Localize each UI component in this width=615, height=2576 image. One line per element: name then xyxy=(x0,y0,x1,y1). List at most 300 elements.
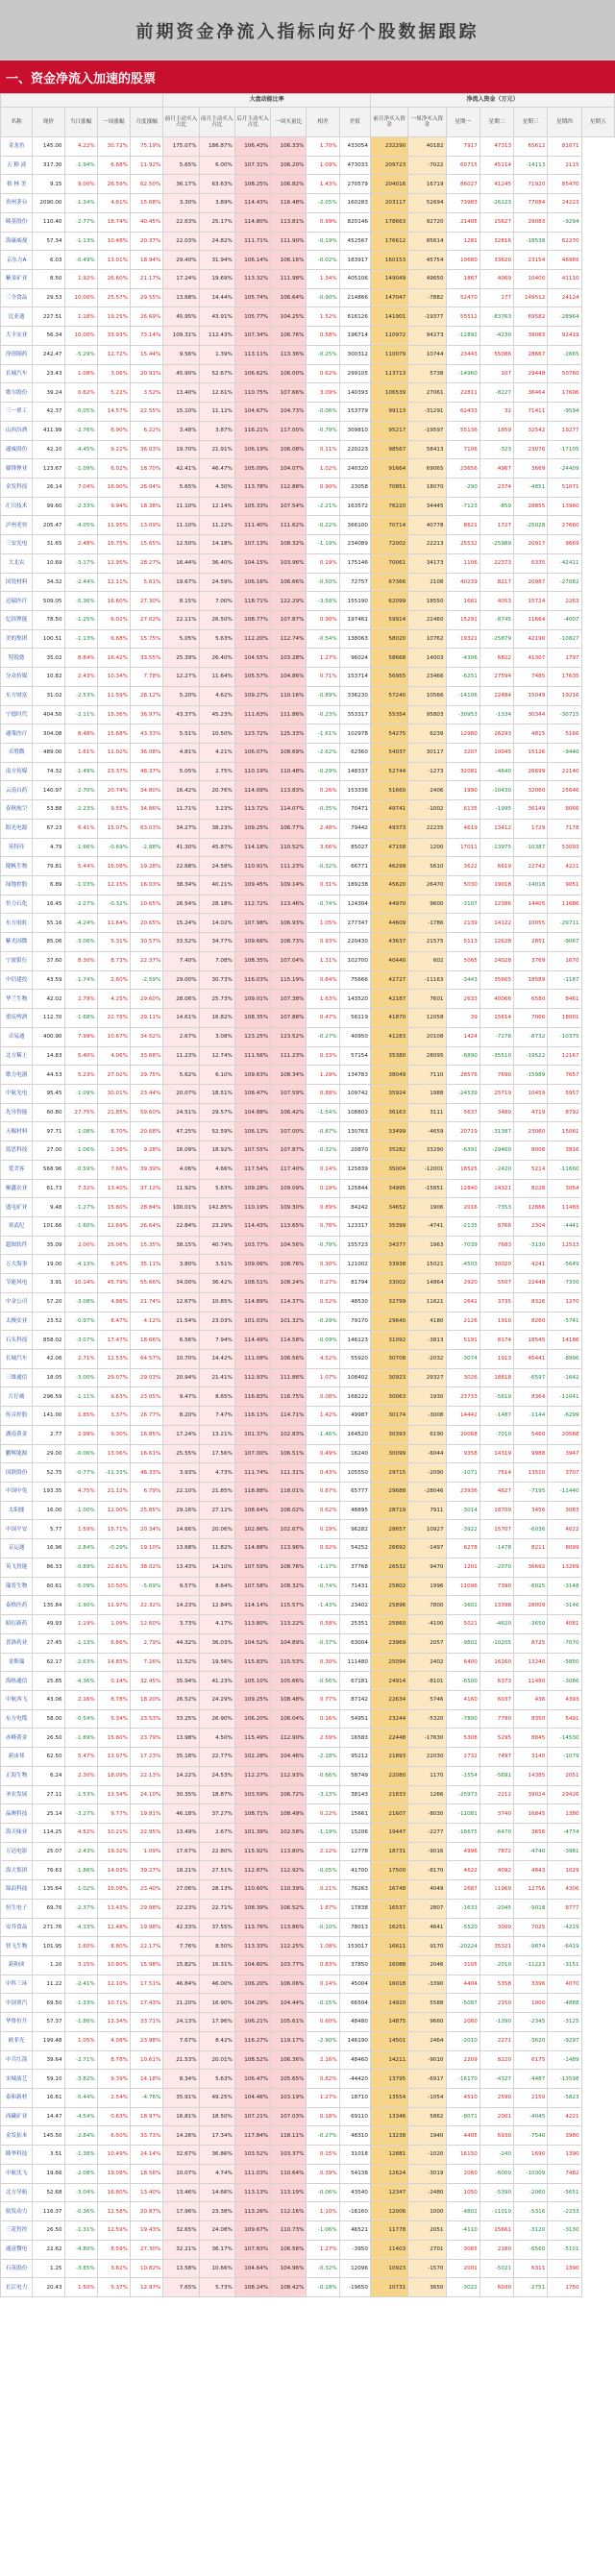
table-cell: 114.14% xyxy=(234,1596,270,1615)
table-cell: 22080 xyxy=(370,1766,407,1785)
stock-name: 安井食品 xyxy=(1,1918,33,1937)
table-cell: 25.39% xyxy=(163,649,199,668)
table-cell: 1390 xyxy=(548,2146,581,2165)
table-cell: 18.97% xyxy=(131,2107,163,2126)
table-cell: 40182 xyxy=(408,137,446,157)
table-cell: 0.62% xyxy=(307,364,339,383)
table-cell: 2.48% xyxy=(64,535,97,554)
table-cell: 16.44% xyxy=(163,553,199,573)
table-cell: -11223 xyxy=(514,1956,548,1975)
table-cell: 353317 xyxy=(339,705,370,724)
table-cell: -11163 xyxy=(408,970,446,990)
table-cell: 116.13% xyxy=(234,1407,270,1426)
table-cell: 18.70% xyxy=(131,459,163,478)
stock-name: 正海生物 xyxy=(1,1766,33,1785)
table-cell: 23.38% xyxy=(199,2202,234,2221)
table-cell: 7790 xyxy=(480,1709,513,1729)
table-row xyxy=(1,2164,615,2183)
table-cell: 20.01% xyxy=(199,2050,234,2070)
table-cell: 17.24% xyxy=(163,1425,199,1444)
table-cell: 2.79% xyxy=(64,990,97,1009)
table-cell: 10.65% xyxy=(131,895,163,914)
table-cell: 107.83% xyxy=(234,2240,270,2259)
table-cell: 28667 xyxy=(514,345,548,364)
table-cell: 1201 xyxy=(446,1558,480,1577)
table-cell: 6.68% xyxy=(97,156,130,175)
table-cell: 108803 xyxy=(339,1103,370,1122)
table-cell: 13.40% xyxy=(163,383,199,403)
stock-name: 东方雨虹 xyxy=(1,914,33,933)
table-cell: 1906 xyxy=(408,1198,446,1217)
table-cell: 8326 xyxy=(514,1292,548,1312)
table-cell: 1.18% xyxy=(64,307,97,327)
stock-name: 卓易通 xyxy=(1,1027,33,1046)
table-cell: -28046 xyxy=(408,1483,446,1502)
table-cell: 23.37% xyxy=(97,762,130,781)
table-cell: 309810 xyxy=(339,421,370,440)
table-cell: 178663 xyxy=(370,212,407,232)
stock-name: 天赐材料 xyxy=(1,1122,33,1141)
table-cell: 102.58% xyxy=(271,1823,307,1842)
table-cell: 12.95% xyxy=(97,553,130,573)
table-cell: 4.21% xyxy=(199,744,234,763)
table-cell: 3140 xyxy=(514,1748,548,1767)
table-cell: 108.02% xyxy=(271,1501,307,1520)
table-cell: 69582 xyxy=(514,307,548,327)
header-blank xyxy=(1,94,163,108)
table-cell: 46.18% xyxy=(163,1804,199,1824)
table-cell: 107.87% xyxy=(271,1141,307,1161)
table-cell: 25.55% xyxy=(163,1444,199,1463)
table-cell: 22.77% xyxy=(199,1748,234,1767)
table-cell: 106.33% xyxy=(271,137,307,157)
table-cell: 105.33% xyxy=(234,497,270,516)
table-cell: 8777 xyxy=(548,1899,581,1918)
table-cell: 5.62% xyxy=(163,1066,199,1085)
stock-name: 恒生电子 xyxy=(1,1899,33,1918)
table-cell: 18589 xyxy=(514,970,548,990)
table-cell: 16.42% xyxy=(97,649,130,668)
table-cell: 5610 xyxy=(408,857,446,876)
table-cell: 4996 xyxy=(446,1842,480,1861)
table-cell: 14.42% xyxy=(199,1350,234,1369)
table-cell: 111.62% xyxy=(271,516,307,535)
stock-name: 太阳能 xyxy=(1,1501,33,1520)
table-cell: -2.23% xyxy=(64,800,97,820)
table-cell: 6.90% xyxy=(97,421,130,440)
table-cell: -0.79% xyxy=(307,421,339,440)
table-cell: 26699 xyxy=(514,762,548,781)
table-cell: -2045 xyxy=(480,1899,513,1918)
table-cell: 114.88% xyxy=(234,1539,270,1558)
table-cell: 113.81% xyxy=(271,212,307,232)
table-cell: 111.40% xyxy=(234,516,270,535)
table-cell: 23443 xyxy=(446,345,480,364)
table-cell: 3.66% xyxy=(307,838,339,857)
table-cell: 4092 xyxy=(480,1861,513,1880)
table-cell: 19.28% xyxy=(131,857,163,876)
table-cell: 20987 xyxy=(514,573,548,592)
stock-name: 山西汾酒 xyxy=(1,421,33,440)
table-row xyxy=(1,327,615,346)
table-row xyxy=(1,288,615,307)
table-cell: 4.75% xyxy=(64,1483,97,1502)
table-cell: 1380 xyxy=(548,1804,581,1824)
stock-name: 中国重汽 xyxy=(1,1994,33,2013)
table-cell: 18818 xyxy=(480,1368,513,1387)
table-cell: -8996 xyxy=(548,1350,581,1369)
table-cell: -25973 xyxy=(446,1785,480,1804)
table-row xyxy=(1,819,615,838)
table-cell: 4049 xyxy=(408,1880,446,1900)
table-row xyxy=(1,1539,615,1558)
table-cell: 5637 xyxy=(446,1103,480,1122)
table-cell: 1.10% xyxy=(307,2202,339,2221)
table-cell: 70061 xyxy=(370,553,407,573)
table-cell: 13.49% xyxy=(163,1823,199,1842)
table-cell: 8.84% xyxy=(64,649,97,668)
table-cell: 14.83 xyxy=(33,1046,64,1066)
table-cell: 58668 xyxy=(370,649,407,668)
table-cell: 116.27% xyxy=(234,2031,270,2050)
table-cell: 42190 xyxy=(514,629,548,649)
table-cell: 37.60 xyxy=(33,951,64,970)
table-cell: 1867 xyxy=(446,270,480,289)
table-cell: 9051 xyxy=(548,876,581,895)
table-cell: 108.64% xyxy=(234,1501,270,1520)
table-cell: 29715 xyxy=(370,1463,407,1483)
table-cell: -0.35% xyxy=(307,800,339,820)
table-cell: 67.23 xyxy=(33,819,64,838)
table-cell: 14319 xyxy=(480,1444,513,1463)
table-cell: -30715 xyxy=(548,705,581,724)
table-cell: 4022 xyxy=(548,1520,581,1539)
table-cell: 22.17% xyxy=(131,1937,163,1956)
table-cell: 109.31% xyxy=(163,327,199,346)
table-cell: 70851 xyxy=(370,478,407,497)
table-cell: 116.03% xyxy=(234,970,270,990)
stock-name: 汇川技术 xyxy=(1,497,33,516)
table-cell: -17105 xyxy=(548,440,581,459)
table-cell: 27.02% xyxy=(97,1066,130,1085)
table-cell: 45.23% xyxy=(199,705,234,724)
table-cell: 70471 xyxy=(339,800,370,820)
table-cell: 9.15 xyxy=(33,175,64,194)
table-cell: 1930 xyxy=(408,1387,446,1407)
table-cell: 177 xyxy=(480,288,513,307)
stock-name: 太极实业 xyxy=(1,1312,33,1331)
table-cell: 21607 xyxy=(370,1804,407,1824)
table-cell: 57154 xyxy=(339,1046,370,1066)
table-cell: 69110 xyxy=(339,2107,370,2126)
table-cell: 107.54% xyxy=(271,497,307,516)
table-cell: 1988 xyxy=(408,1084,446,1103)
table-cell: 1.09% xyxy=(307,156,339,175)
table-cell: 22742 xyxy=(514,857,548,876)
table-cell: 10045 xyxy=(480,744,513,763)
table-cell: 9470 xyxy=(408,1558,446,1577)
table-cell: -7882 xyxy=(408,288,446,307)
table-cell: 16.00 xyxy=(33,1501,64,1520)
table-cell: 57.37 xyxy=(33,2013,64,2032)
table-cell: 4160 xyxy=(446,1690,480,1709)
table-cell: -25028 xyxy=(514,516,548,535)
table-cell: 11.92% xyxy=(131,156,163,175)
table-cell: 21.91% xyxy=(199,440,234,459)
table-cell: -1.25% xyxy=(64,610,97,629)
table-cell: 2001 xyxy=(480,2107,513,2126)
table-cell: 145.50 xyxy=(33,2126,64,2146)
stock-name: 格 林 美 xyxy=(1,175,33,194)
table-cell: 4.52% xyxy=(64,1823,97,1842)
table-cell: 115.92% xyxy=(234,1842,270,1861)
table-cell: 47313 xyxy=(480,137,513,157)
table-cell: 107.38% xyxy=(271,990,307,1009)
table-cell: 116.48% xyxy=(271,194,307,213)
table-cell: -0.90% xyxy=(307,288,339,307)
table-cell: 21833 xyxy=(370,1785,407,1804)
table-cell: 0.19% xyxy=(307,553,339,573)
table-cell: 1.08% xyxy=(307,1937,339,1956)
table-header xyxy=(1,94,615,137)
table-row xyxy=(1,2107,615,2126)
table-cell: 15627 xyxy=(480,212,513,232)
table-cell: 2271 xyxy=(480,2031,513,2050)
table-cell: 1727 xyxy=(480,516,513,535)
table-cell: 204016 xyxy=(370,175,407,194)
table-cell: -17630 xyxy=(408,1729,446,1748)
table-cell: 23.40% xyxy=(131,1880,163,1900)
table-cell: 73.14% xyxy=(131,327,163,346)
table-cell: 31.65 xyxy=(33,535,64,554)
table-cell: 9669 xyxy=(548,535,581,554)
table-cell: 153336 xyxy=(339,781,370,800)
table-cell: 29640 xyxy=(370,1312,407,1331)
table-cell: 35399 xyxy=(370,1216,407,1236)
table-cell: 7106 xyxy=(446,440,480,459)
table-cell: 113.83% xyxy=(271,781,307,800)
table-cell: 108.42% xyxy=(271,2278,307,2297)
table-cell: 33499 xyxy=(370,1122,407,1141)
table-cell: -6597 xyxy=(514,1368,548,1387)
stock-name: 湖南黄金 xyxy=(1,1425,33,1444)
table-cell: 0.43% xyxy=(307,1463,339,1483)
table-cell: -1.86% xyxy=(64,2013,97,2032)
table-cell: 11969 xyxy=(480,1880,513,1900)
table-cell: 10731 xyxy=(370,2278,407,2297)
table-cell: 2046 xyxy=(408,1956,446,1975)
table-cell: 10660 xyxy=(446,251,480,270)
table-cell: 106.14% xyxy=(234,251,270,270)
table-cell: 2807 xyxy=(408,1899,446,1918)
table-cell: 10.00% xyxy=(64,288,97,307)
table-cell: 0.87% xyxy=(307,1483,339,1502)
table-cell: -2751 xyxy=(514,2278,548,2297)
table-cell: -2.71% xyxy=(64,2050,97,2070)
table-cell: 26293 xyxy=(480,724,513,744)
table-cell: 8.26% xyxy=(97,1255,130,1274)
table-cell: 2851 xyxy=(514,933,548,952)
table-cell: 114.09% xyxy=(234,781,270,800)
table-cell: 105.74% xyxy=(234,288,270,307)
column-header: 前月主动买入占比 xyxy=(163,108,199,137)
table-cell: 43.91% xyxy=(199,307,234,327)
table-cell: 112.72% xyxy=(234,895,270,914)
table-cell: 9660 xyxy=(408,2013,446,2032)
table-cell: 26.90% xyxy=(199,1709,234,1729)
table-cell: 6.89 xyxy=(33,876,64,895)
table-cell: 160153 xyxy=(370,251,407,270)
table-cell: 17.43% xyxy=(131,1994,163,2013)
table-cell: 12.14% xyxy=(199,497,234,516)
table-cell: 40.45% xyxy=(131,212,163,232)
table-cell: 6278 xyxy=(446,1539,480,1558)
table-cell: 44970 xyxy=(370,895,407,914)
table-cell: -0.69% xyxy=(97,838,130,857)
table-cell: 11.10% xyxy=(163,497,199,516)
table-cell: 16719 xyxy=(408,175,446,194)
table-cell: -1.66% xyxy=(64,838,97,857)
table-cell: 10.34% xyxy=(97,668,130,687)
table-cell: 109.14% xyxy=(271,876,307,895)
table-cell: 16.82% xyxy=(199,1009,234,1028)
table-row xyxy=(1,251,615,270)
table-cell: 8.42% xyxy=(199,2031,234,2050)
table-cell: -6890 xyxy=(446,1046,480,1066)
stock-name: 圣农发展 xyxy=(1,1785,33,1804)
table-row xyxy=(1,1066,615,1085)
table-row xyxy=(1,1292,615,1312)
table-cell: 18.05 xyxy=(33,1368,64,1387)
table-cell: 109.01% xyxy=(234,990,270,1009)
table-cell: 22.13% xyxy=(131,1766,163,1785)
table-cell: 22.80% xyxy=(199,1842,234,1861)
table-cell: 33.55% xyxy=(131,649,163,668)
table-cell: -42411 xyxy=(548,553,581,573)
table-cell: 55086 xyxy=(480,345,513,364)
table-cell: 27061 xyxy=(408,383,446,403)
table-cell: 25351 xyxy=(339,1615,370,1634)
table-cell: 7.04% xyxy=(64,478,97,497)
table-cell: 1.39% xyxy=(199,345,234,364)
table-cell: 43.59 xyxy=(33,970,64,990)
table-cell: 8220 xyxy=(480,2050,513,2070)
table-cell: 30063 xyxy=(370,1387,407,1407)
table-cell: 1670 xyxy=(548,951,581,970)
table-cell: 3.62% xyxy=(97,2259,130,2278)
table-cell: 116.21% xyxy=(234,421,270,440)
table-row xyxy=(1,137,615,157)
table-cell: 109742 xyxy=(339,1084,370,1103)
table-cell: 23154 xyxy=(514,251,548,270)
table-cell: 13.58% xyxy=(163,2259,199,2278)
table-cell: 7.40% xyxy=(163,951,199,970)
table-row xyxy=(1,440,615,459)
table-cell: -10205 xyxy=(480,1633,513,1653)
table-cell: 16018 xyxy=(370,1975,407,1994)
stock-name: 宁波银行 xyxy=(1,951,33,970)
table-cell: 29.60% xyxy=(131,990,163,1009)
table-cell: 63.03% xyxy=(131,819,163,838)
table-cell: 6822 xyxy=(480,649,513,668)
table-row xyxy=(1,553,615,573)
table-cell: 1.09% xyxy=(131,1842,163,1861)
table-cell: 9.77% xyxy=(97,1804,130,1824)
stock-name: 歌力电器 xyxy=(1,1066,33,1085)
table-cell: -1.89% xyxy=(64,1729,97,1748)
table-cell: 1.05% xyxy=(64,2031,97,2050)
table-cell: -19377 xyxy=(408,307,446,327)
table-cell: 12980 xyxy=(446,724,480,744)
stock-name: 贵州茅台 xyxy=(1,194,33,213)
table-cell: 26.50% xyxy=(199,610,234,629)
table-cell: 95803 xyxy=(408,705,446,724)
table-cell: 3111 xyxy=(408,1103,446,1122)
table-cell: 95212 xyxy=(339,1748,370,1767)
table-row xyxy=(1,364,615,383)
table-cell: 234089 xyxy=(339,535,370,554)
table-cell: 25.17% xyxy=(199,212,234,232)
table-cell: 19447 xyxy=(370,1823,407,1842)
table-cell: 112.70 xyxy=(33,1009,64,1028)
table-cell: 62.50% xyxy=(131,175,163,194)
table-cell: 0.88% xyxy=(307,1084,339,1103)
table-cell: 54037 xyxy=(370,744,407,763)
table-cell: -11660 xyxy=(548,1160,581,1179)
table-cell: 106539 xyxy=(370,383,407,403)
table-row xyxy=(1,1709,615,1729)
table-cell: 106.13% xyxy=(234,1122,270,1141)
table-cell: -0.89% xyxy=(307,686,339,705)
table-cell: 24.59% xyxy=(199,573,234,592)
table-cell: 12.15% xyxy=(97,876,130,895)
table-cell: 5862 xyxy=(408,2107,446,2126)
table-cell: 10.07% xyxy=(163,2164,199,2183)
table-cell: 109.45% xyxy=(234,876,270,895)
table-cell: 10.80% xyxy=(97,1956,130,1975)
table-cell: 0.19% xyxy=(307,1520,339,1539)
table-cell: 8725 xyxy=(514,1633,548,1653)
table-cell: 28009 xyxy=(514,1596,548,1615)
table-cell: 16.31% xyxy=(199,1956,234,1975)
table-cell: 32 xyxy=(480,403,513,422)
table-row xyxy=(1,744,615,763)
table-cell: -2.70% xyxy=(64,781,97,800)
table-row xyxy=(1,610,615,629)
table-cell: 8.64% xyxy=(199,1577,234,1596)
table-cell: 22.68% xyxy=(163,857,199,876)
table-row xyxy=(1,1027,615,1046)
table-cell: 26470 xyxy=(408,876,446,895)
table-cell: 20.07% xyxy=(163,1084,199,1103)
table-cell: 0.31% xyxy=(307,876,339,895)
table-cell: -1.06% xyxy=(64,1141,97,1161)
table-cell: 1.92% xyxy=(64,270,97,289)
table-cell: 29.16% xyxy=(163,1501,199,1520)
table-cell: 107.59% xyxy=(234,1558,270,1577)
table-cell: -16160 xyxy=(339,2202,370,2221)
table-cell: -1.46% xyxy=(307,1425,339,1444)
table-cell: 105.77% xyxy=(234,307,270,327)
table-cell: 125.33% xyxy=(271,724,307,744)
stock-name: 东方财富 xyxy=(1,686,33,705)
table-cell: 4.17% xyxy=(199,1615,234,1634)
table-cell: 27.00 xyxy=(33,1141,64,1161)
table-cell: 122.29% xyxy=(271,592,307,611)
table-cell: -1.02% xyxy=(64,1880,97,1900)
table-cell: 11.23% xyxy=(163,1046,199,1066)
table-cell: 299105 xyxy=(339,364,370,383)
